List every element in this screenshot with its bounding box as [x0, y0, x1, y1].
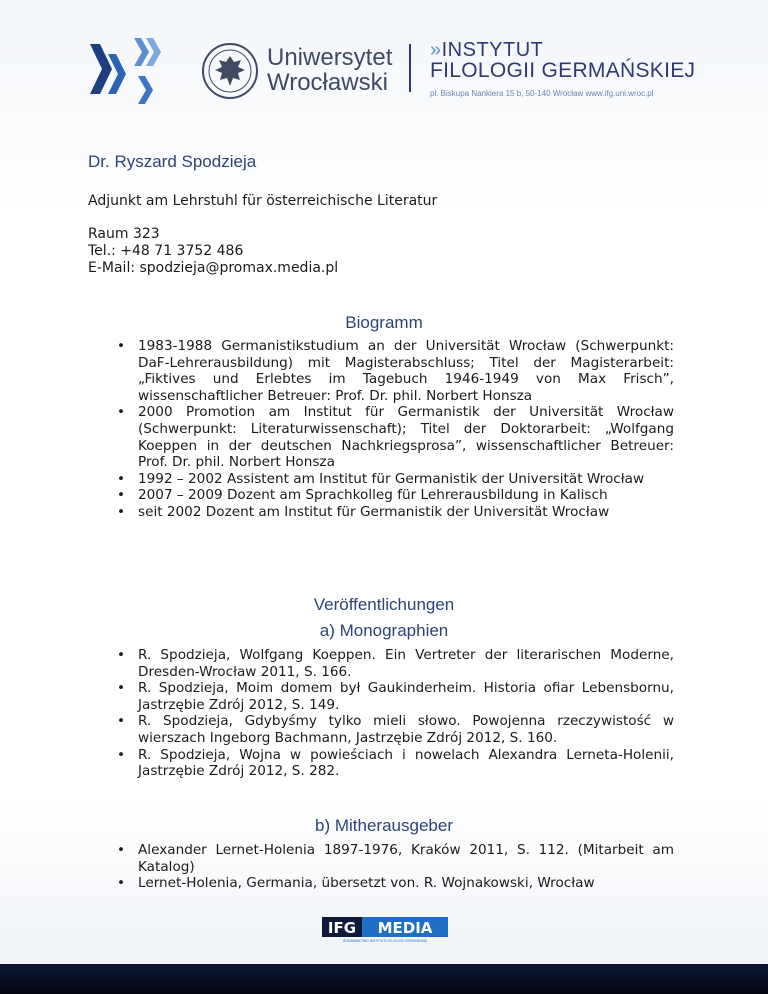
person-email: E-Mail: spodzieja@promax.media.pl	[88, 260, 339, 276]
ifg-media-logo	[322, 917, 448, 943]
monographs-heading: a) Monographien	[319, 621, 449, 640]
list-item: • Lernet-Holenia, Germania, übersetzt von. R. Wojnakowski, Wrocław	[138, 875, 674, 892]
university-name-line1: Uniwersytet	[267, 44, 393, 71]
university-name	[267, 45, 392, 95]
biogramm-heading: Biogramm	[345, 313, 423, 332]
coeditor-list	[138, 842, 674, 892]
chevrons-logo-icon	[88, 36, 166, 106]
list-item: • 2000 Promotion am Institut für Germanistik der Universität Wrocław (Schwerpunkt: Literaturwissenschaft); Titel der Doktorarbeit: „Wolfgang Koeppen in der deutschen Nachkriegsprosa”, wissenschaftlicher Betreuer: Prof. Dr. phil. Norbert Honsza	[138, 404, 674, 470]
page-header	[0, 0, 768, 120]
university-name-line2: Wrocławski	[267, 69, 388, 96]
person-name: Dr. Ryszard Spodzieja	[88, 152, 257, 171]
biogramm-list	[138, 338, 674, 521]
list-item: • 1992 – 2002 Assistent am Institut für Germanistik der Universität Wrocław	[138, 471, 674, 488]
logo-part1-text: IFG	[327, 919, 357, 937]
monographs-list	[138, 647, 674, 780]
list-item: • R. Spodzieja, Moim domem był Gaukinderheim. Historia ofiar Lebensbornu, Jastrzębie Zdrój 2012, S. 149.	[138, 680, 674, 713]
list-item: • R. Spodzieja, Wolfgang Koeppen. Ein Vertreter der literarischen Moderne, Dresden-Wrocław 2011, S. 166.	[138, 647, 674, 680]
list-item: • Alexander Lernet-Holenia 1897-1976, Kraków 2011, S. 112. (Mitarbeit am Katalog)	[138, 842, 674, 875]
institute-address: pl. Biskupa Nankiera 15 b, 50-140 Wrocław www.ifg.uni.wroc.pl	[430, 89, 654, 98]
person-position: Adjunkt am Lehrstuhl für österreichische Literatur	[88, 193, 438, 209]
institute-name-line2: FILOLOGII GERMAŃSKIEJ	[430, 59, 696, 82]
header-divider	[409, 44, 411, 92]
coeditor-heading: b) Mitherausgeber	[315, 816, 453, 835]
list-item: • R. Spodzieja, Gdybyśmy tylko mieli słowo. Powojenna rzeczywistość w wierszach Ingeborg Bachmann, Jastrzębie Zdrój 2012, S. 160.	[138, 713, 674, 746]
institute-name	[430, 40, 695, 98]
logo-tagline: WYDAWNICTWO INSTYTUTU FILOLOGII GERMAŃSKIEJ	[342, 939, 428, 943]
person-phone: Tel.: +48 71 3752 486	[88, 243, 244, 259]
publications-heading: Veröffentlichungen	[313, 595, 455, 614]
footer-band	[0, 964, 768, 994]
list-item: • 2007 – 2009 Dozent am Sprachkolleg für Lehrerausbildung in Kalisch	[138, 487, 674, 504]
list-item: • R. Spodzieja, Wojna w powieściach i nowelach Alexandra Lerneta-Holenii, Jastrzębie Zdrój 2012, S. 282.	[138, 747, 674, 780]
institute-name-line1: INSTYTUT	[441, 39, 544, 61]
university-seal-icon	[201, 42, 259, 100]
person-room: Raum 323	[88, 226, 160, 242]
list-item: • 1983-1988 Germanistikstudium an der Universität Wrocław (Schwerpunkt: DaF-Lehrerausbildung) mit Magisterabschluss; Titel der Magisterarbeit: „Fiktives und Erlebtes im Tagebuch 1946-1949 von Max Frisch”, wissenschaftlicher Betreuer: Prof. Dr. phil. Norbert Honsza	[138, 338, 674, 404]
double-chevron-icon: »	[430, 39, 442, 61]
logo-part2-text: MEDIA	[377, 919, 433, 937]
list-item: • seit 2002 Dozent am Institut für Germanistik der Universität Wrocław	[138, 504, 674, 521]
